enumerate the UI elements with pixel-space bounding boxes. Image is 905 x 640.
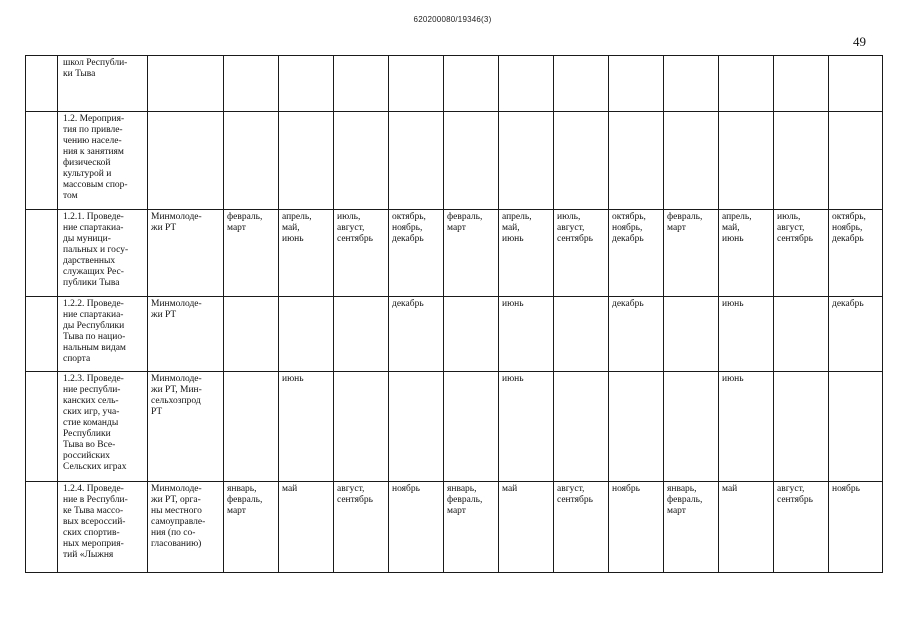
event-name-text: школ Республи- ки Тыва (63, 58, 128, 79)
document-id: 620200080/19346(3) (413, 15, 492, 24)
period-text: ноябрь (392, 484, 420, 494)
period-cell (499, 482, 554, 573)
period-text: август, сентябрь (777, 484, 813, 505)
period-cell (774, 112, 829, 210)
period-cell (554, 112, 609, 210)
period-cell (609, 56, 664, 112)
period-cell (499, 210, 554, 297)
event-name-cell (58, 372, 148, 482)
period-text: октябрь, ноябрь, декабрь (832, 212, 866, 244)
period-cell (334, 372, 389, 482)
period-cell (774, 210, 829, 297)
period-text: октябрь, ноябрь, декабрь (612, 212, 646, 244)
period-cell (609, 210, 664, 297)
period-cell (224, 56, 279, 112)
period-text: октябрь, ноябрь, декабрь (392, 212, 426, 244)
period-cell (224, 482, 279, 573)
event-name-text: 1.2. Мероприя- тия по привле- чению населе- ния к занятиям физической культурой и массовым спор- том (63, 114, 128, 201)
period-text: июнь (502, 374, 524, 384)
period-cell (279, 112, 334, 210)
period-cell (334, 112, 389, 210)
row-number-cell (26, 372, 58, 482)
responsible-cell (148, 56, 224, 112)
period-cell (774, 56, 829, 112)
period-cell (719, 372, 774, 482)
period-text: июнь (282, 374, 304, 384)
period-cell (719, 56, 774, 112)
period-cell (389, 372, 444, 482)
period-cell (609, 372, 664, 482)
period-text: июнь (502, 299, 524, 309)
period-text: апрель, май, июнь (722, 212, 752, 244)
period-text: август, сентябрь (557, 484, 593, 505)
row-number-cell (26, 482, 58, 573)
period-cell (444, 372, 499, 482)
period-text: июль, август, сентябрь (557, 212, 593, 244)
responsible-cell (148, 372, 224, 482)
period-cell (224, 297, 279, 372)
period-text: июль, август, сентябрь (777, 212, 813, 244)
row-number-cell (26, 112, 58, 210)
period-cell (389, 112, 444, 210)
period-cell (224, 372, 279, 482)
event-name-text: 1.2.2. Проведе- ние спартакиа- ды Республики Тыва по нацио- нальным видам спорта (63, 299, 126, 364)
period-text: июль, август, сентябрь (337, 212, 373, 244)
period-text: декабрь (612, 299, 644, 309)
event-name-cell (58, 56, 148, 112)
period-text: ноябрь (832, 484, 860, 494)
row-number-cell (26, 56, 58, 112)
period-cell (279, 482, 334, 573)
period-cell (499, 112, 554, 210)
period-text: декабрь (392, 299, 424, 309)
responsible-cell (148, 482, 224, 573)
event-name-cell (58, 482, 148, 573)
table-row (26, 482, 883, 573)
period-cell (774, 372, 829, 482)
period-cell (554, 372, 609, 482)
period-text: февраль, март (447, 212, 483, 233)
period-text: январь, февраль, март (447, 484, 483, 516)
period-cell (334, 297, 389, 372)
period-cell (444, 210, 499, 297)
event-name-text: 1.2.1. Проведе- ние спартакиа- ды муници- пальных и госу- дарственных служащих Рес- публики Тыва (63, 212, 129, 288)
period-cell (664, 372, 719, 482)
period-cell (829, 297, 883, 372)
period-cell (664, 297, 719, 372)
table-row (26, 297, 883, 372)
period-cell (554, 297, 609, 372)
period-cell (444, 56, 499, 112)
period-text: февраль, март (227, 212, 263, 233)
period-cell (499, 56, 554, 112)
period-cell (829, 372, 883, 482)
period-text: май (722, 484, 738, 494)
period-text: декабрь (832, 299, 864, 309)
period-text: июнь (722, 299, 744, 309)
period-cell (609, 482, 664, 573)
period-text: апрель, май, июнь (502, 212, 532, 244)
period-text: февраль, март (667, 212, 703, 233)
period-cell (389, 297, 444, 372)
period-cell (719, 210, 774, 297)
period-cell (664, 112, 719, 210)
period-cell (444, 482, 499, 573)
responsible-cell (148, 210, 224, 297)
period-cell (279, 372, 334, 482)
period-cell (554, 210, 609, 297)
period-cell (609, 112, 664, 210)
responsible-text: Минмолоде- жи РТ, орга- ны местного самоуправле- ния (по со- гласованию) (151, 484, 206, 549)
schedule-table (25, 55, 883, 573)
period-cell (279, 210, 334, 297)
period-cell (334, 56, 389, 112)
period-cell (554, 56, 609, 112)
responsible-text: Минмолоде- жи РТ, Мин- сельхозпрод РТ (151, 374, 202, 417)
period-cell (279, 56, 334, 112)
period-cell (279, 297, 334, 372)
period-text: август, сентябрь (337, 484, 373, 505)
period-text: январь, февраль, март (227, 484, 263, 516)
responsible-cell (148, 297, 224, 372)
event-name-text: 1.2.4. Проведе- ние в Республи- ке Тыва массо- вых всероссий- ских спортив- ных мероприя- тий «Лыжня (63, 484, 128, 560)
period-cell (389, 482, 444, 573)
period-cell (334, 482, 389, 573)
period-cell (664, 56, 719, 112)
period-text: январь, февраль, март (667, 484, 703, 516)
period-cell (719, 482, 774, 573)
table-row (26, 372, 883, 482)
period-cell (829, 210, 883, 297)
period-text: май (502, 484, 518, 494)
period-cell (719, 112, 774, 210)
event-name-cell (58, 210, 148, 297)
period-cell (609, 297, 664, 372)
period-cell (499, 372, 554, 482)
period-cell (664, 210, 719, 297)
responsible-text: Минмолоде- жи РТ (151, 212, 202, 233)
period-cell (389, 56, 444, 112)
table-row (26, 56, 883, 112)
event-name-cell (58, 112, 148, 210)
period-cell (499, 297, 554, 372)
period-cell (829, 112, 883, 210)
table-row (26, 112, 883, 210)
period-cell (774, 482, 829, 573)
period-cell (444, 112, 499, 210)
period-cell (554, 482, 609, 573)
responsible-cell (148, 112, 224, 210)
responsible-text: Минмолоде- жи РТ (151, 299, 202, 320)
period-cell (389, 210, 444, 297)
period-cell (664, 482, 719, 573)
page-number: 49 (853, 34, 866, 49)
period-cell (224, 210, 279, 297)
row-number-cell (26, 210, 58, 297)
period-cell (774, 297, 829, 372)
period-text: ноябрь (612, 484, 640, 494)
period-cell (224, 112, 279, 210)
event-name-cell (58, 297, 148, 372)
period-cell (829, 56, 883, 112)
period-text: июнь (722, 374, 744, 384)
period-cell (829, 482, 883, 573)
period-cell (334, 210, 389, 297)
period-text: апрель, май, июнь (282, 212, 312, 244)
period-text: май (282, 484, 298, 494)
table-row (26, 210, 883, 297)
period-cell (444, 297, 499, 372)
row-number-cell (26, 297, 58, 372)
event-name-text: 1.2.3. Проведе- ние республи- канских сель- ских игр, уча- стие команды Республики Тыва во Все- российских Сельских играх (63, 374, 127, 472)
period-cell (719, 297, 774, 372)
